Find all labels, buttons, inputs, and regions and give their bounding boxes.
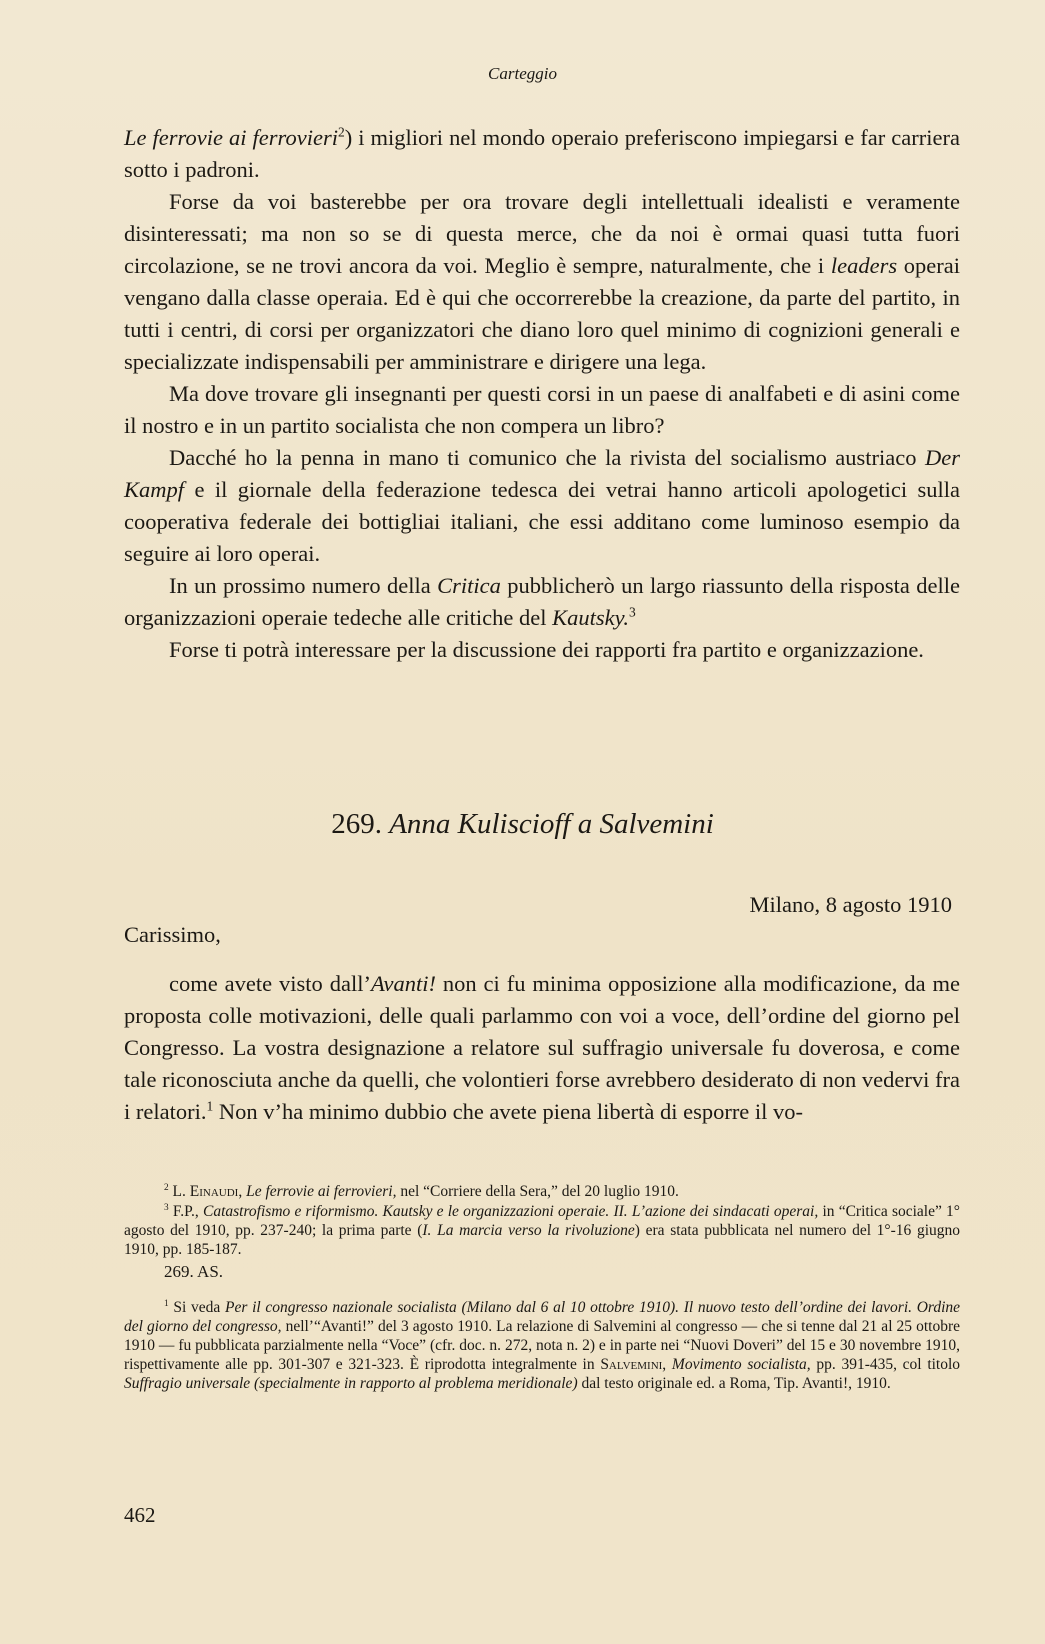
page-number: 462 [124, 1503, 156, 1527]
footnotes-current-letter [124, 1298, 960, 1394]
section-number: 269. [331, 808, 382, 840]
dateline: Milano, 8 agosto 1910 [749, 892, 952, 917]
running-head: Carteggio [488, 64, 557, 83]
footnote-ref[interactable]: 1 [206, 1098, 214, 1114]
footnote-section-label: 269. AS. [164, 1262, 224, 1281]
paragraph: come avete visto dall’Avanti! non ci fu minima opposizione alla modificazione, da me proposta colle motivazioni, delle quali parlammo con voi a voce, dell’ordine del giorno pel Congresso. La vostra designazione a relatore sul suffragio universale fu doverosa, e come tale riconosciuta anche da quelli, che volontieri forse avrebbero desiderato di non vedervi fra i relatori.$^1$ Non v’ha minimo dubbio che avete piena libertà di esporre il vo- [124, 971, 960, 1124]
paragraph: Le ferrovie ai ferrovieri$^2$) i migliori nel mondo operaio preferiscono impiegarsi e far carriera sotto i padroni. [124, 124, 960, 182]
footnote: $^1$ Si veda Per il congresso nazionale socialista (Milano dal 6 al 10 ottobre 1910). Il nuovo testo dell’ordine dei lavori. Ordine del giorno del congresso, nell’“Avanti!” del 3 agosto 1910. La relazione di Salvemini al congresso — che si tenne dal 21 al 25 ottobre 1910 — fu pubblicata parzialmente nella “Voce” (cfr. doc. n. 272, nota n. 2) e in parte nei “Nuovi Doveri” del 15 e 30 novembre 1910, rispettivamente alle pp. 301-307 e 321-323. È riprodotta integralmente in Salvemini, Movimento socialista, pp. 391-435, col titolo Suffragio universale (specialmente in rapporto al problema meridionale) dal testo originale ed. a Roma, Tip. Avanti!, 1910. [124, 1298, 961, 1392]
footnote: $^2$ L. Einaudi, Le ferrovie ai ferrovieri, nel “Corriere della Sera,” del 20 luglio 1910. [164, 1182, 679, 1200]
section-heading [0, 808, 1045, 841]
quoted-title: Le ferrovie ai ferrovieri [124, 125, 338, 150]
paragraph: Forse da voi basterebbe per ora trovare degli intellettuali idealisti e veramente disinteressati; ma non so se di questa merce, che da noi è ormai quasi tutta fuori circolazione, se ne trovi ancora da voi. Meglio è sempre, naturalmente, che i leaders operai vengano dalla classe operaia. Ed è qui che occorrerebbe la creazione, da parte del partito, in tutti i centri, di corsi per organizzatori che diano loro quel minimo di cognizioni generali e specializzate indispensabili per amministrare e dirigere una lega. [124, 189, 961, 374]
letter-body [124, 968, 960, 1128]
paragraph: Ma dove trovare gli insegnanti per questi corsi in un paese di analfabeti e di asini come il nostro e in un partito socialista che non compera un libro? [124, 381, 960, 438]
footnote-ref[interactable]: 2 [337, 124, 345, 140]
letter-continuation [124, 122, 960, 666]
section-title: Anna Kuliscioff a Salvemini [389, 808, 714, 840]
footnotes-previous-letter [124, 1182, 960, 1260]
salutation: Carissimo, [124, 922, 221, 947]
paragraph: Forse ti potrà interessare per la discussione dei rapporti fra partito e organizzazione. [169, 637, 924, 662]
paragraph: Dacché ho la penna in mano ti comunico che la rivista del socialismo austriaco Der Kampf e il giornale della federazione tedesca dei vetrai hanno articoli apologetici sulla cooperativa federale dei bottigliai italiani, che essi additano come luminoso esempio da seguire ai loro operai. [124, 445, 960, 566]
paragraph: In un prossimo numero della Critica pubblicherò un largo riassunto della risposta delle organizzazioni operaie tedeche alle critiche del Kautsky.$^3$ [124, 573, 961, 630]
footnote: $^3$ F.P., Catastrofismo e riformismo. Kautsky e le organizzazioni operaie. II. L’azione dei sindacati operai, in “Critica sociale” 1° agosto del 1910, pp. 237-240; la prima parte (I. La marcia verso la rivoluzione) era stata pubblicata nel numero del 1°-16 giugno 1910, pp. 185-187. [124, 1202, 961, 1258]
footnote-ref[interactable]: 3 [628, 604, 636, 620]
